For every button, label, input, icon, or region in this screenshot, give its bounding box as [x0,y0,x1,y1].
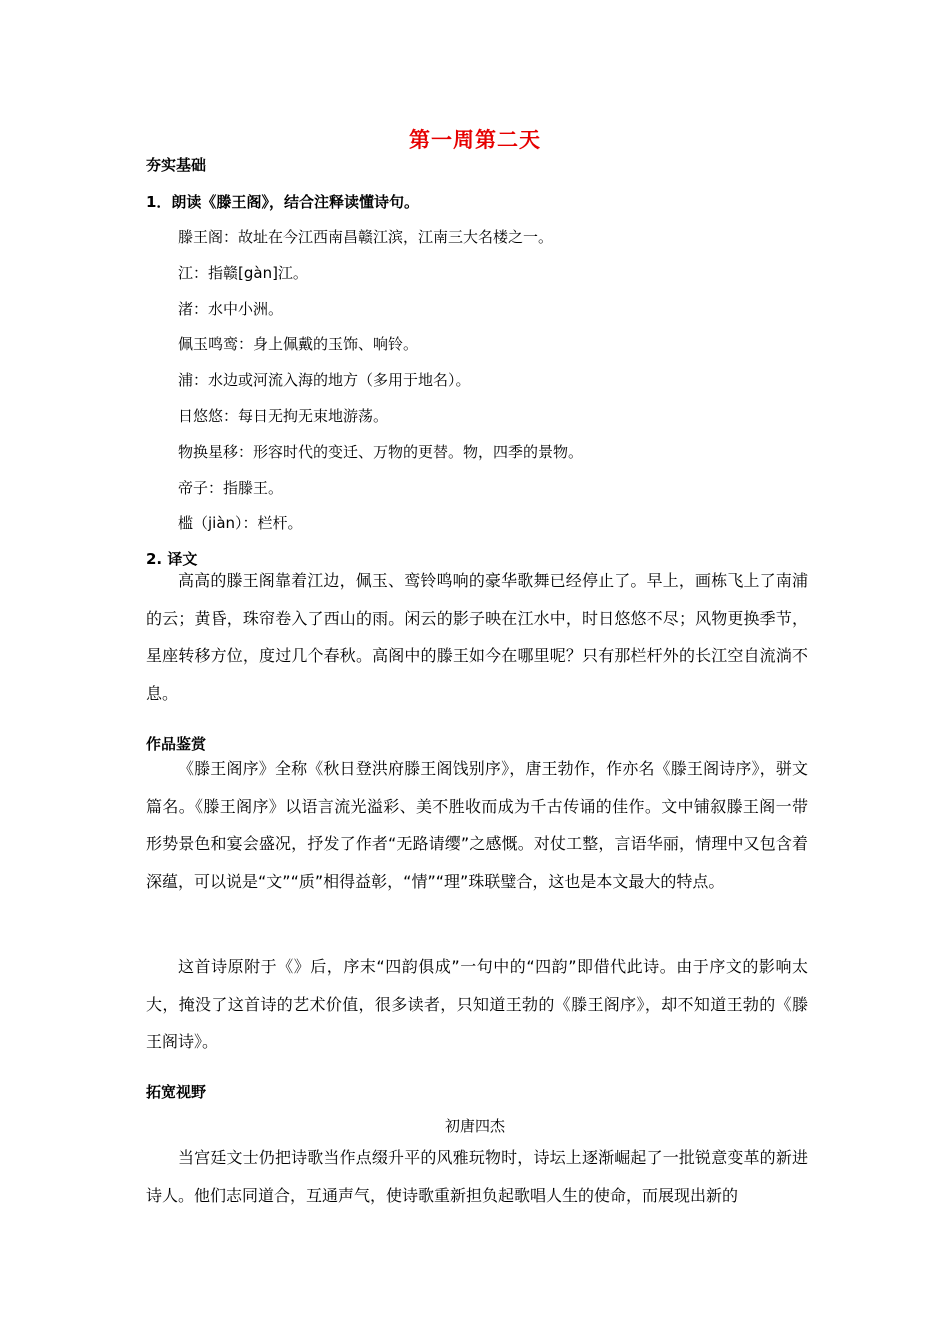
note-item: 江：指赣[gàn]江。 [178,264,308,282]
section-heading-expand: 拓宽视野 [146,1083,207,1101]
note-item: 日悠悠：每日无拘无束地游荡。 [178,407,389,425]
expand-paragraph: 当宫廷文士仍把诗歌当作点缀升平的风雅玩物时，诗坛上逐渐崛起了一批锐意变革的新进诗人。他们志同道合，互通声气，使诗歌重新担负起歌唱人生的使命，而展现出新的 [146,1148,808,1205]
translation-paragraph: 高高的滕王阁靠着江边，佩玉、鸾铃鸣响的豪华歌舞已经停止了。早上，画栋飞上了南浦的云；黄昏，珠帘卷入了西山的雨。闲云的影子映在江水中，时日悠悠不尽；风物更换季节，星座转移方位，度过几个春秋。高阁中的滕王如今在哪里呢？只有那栏杆外的长江空自流淌不息。 [146,571,808,703]
note-item: 浦：水边或河流入海的地方（多用于地名）。 [178,371,471,389]
expand-subtitle: 初唐四杰 [444,1117,505,1135]
note-item: 帝子：指滕王。 [178,479,284,497]
note-item: 物换星移：形容时代的变迁、万物的更替。物，四季的景物。 [178,443,584,461]
note-item: 滕王阁：故址在今江西南昌赣江滨，江南三大名楼之一。 [178,228,554,246]
appreciation-paragraph-1: 《滕王阁序》全称《秋日登洪府滕王阁饯别序》，唐王勃作，作亦名《滕王阁诗序》，骈文篇名。《滕王阁序》以语言流光溢彩、美不胜收而成为千古传诵的佳作。文中铺叙滕王阁一带形势景色和宴会盛况，抒发了作者“无路请缨”之感慨。对仗工整，言语华丽，情理中又包含着深蕴，可以说是“文”“质”相得益彰，“情”“理”珠联璧合，这也是本文最大的特点。 [146,759,808,891]
appreciation-paragraph-2: 这首诗原附于《》后，序末“四韵俱成”一句中的“四韵”即借代此诗。由于序文的影响太大，掩没了这首诗的艺术价值，很多读者，只知道王勃的《滕王阁序》，却不知道王勃的《滕王阁诗》。 [146,957,808,1051]
note-item: 槛（jiàn）：栏杆。 [178,514,303,532]
question-2: 2. 译文 [146,550,198,568]
note-item: 佩玉鸣鸾：身上佩戴的玉饰、响铃。 [178,335,419,353]
question-1: 1．朗读《滕王阁》，结合注释读懂诗句。 [146,193,419,211]
section-heading-appreciation: 作品鉴赏 [146,735,207,753]
page-title: 第一周第二天 [409,128,541,152]
note-item: 渚：水中小洲。 [178,300,284,318]
section-heading-basics: 夯实基础 [146,156,207,174]
